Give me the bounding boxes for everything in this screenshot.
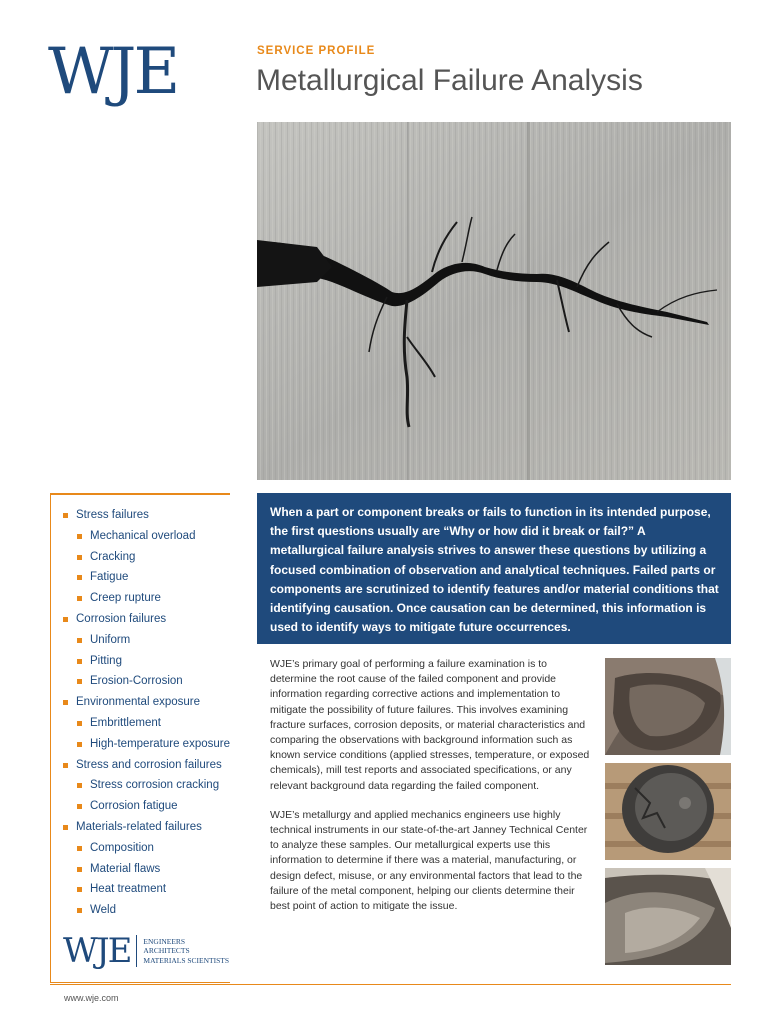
failure-subcategory: Creep rupture — [61, 588, 230, 609]
failure-subcategory: High-temperature exposure — [61, 734, 230, 755]
wje-footer-logo — [63, 931, 230, 971]
failure-subcategory: Erosion-Corrosion — [61, 671, 230, 692]
rod-fracture-closeup-photo — [605, 868, 731, 965]
failure-category: Stress failures — [61, 505, 230, 526]
failure-subcategory: Heat treatment — [61, 879, 230, 900]
failure-subcategory: Weld — [61, 900, 230, 921]
logo-divider — [136, 935, 137, 967]
body-paragraph: WJE’s metallurgy and applied mechanics engineers use highly technical instruments in our state-of-the-art Janney Technical Center to analyze these samples. Our metallurgical experts use this information to determine if there was a material, manufacturing, or design defect, misuse, or any environmental factors that lead to the failure of the metal component, helping our clients determine their best point of action to mitigate the issue. — [270, 808, 588, 913]
body-text — [270, 657, 595, 928]
failure-subcategory: Stress corrosion cracking — [61, 775, 230, 796]
failure-subcategory: Pitting — [61, 651, 230, 672]
failure-subcategory: Cracking — [61, 547, 230, 568]
failure-subcategory: Fatigue — [61, 567, 230, 588]
footer-rule — [50, 984, 731, 985]
website-link[interactable]: www.wje.com — [64, 993, 119, 1003]
failure-types-sidebar — [50, 493, 230, 983]
fracture-surface-photo — [605, 763, 731, 860]
failure-subcategory: Embrittlement — [61, 713, 230, 734]
tagline-line: ARCHITECTS — [143, 946, 190, 956]
failure-subcategory: Composition — [61, 838, 230, 859]
hero-crack-image — [257, 122, 731, 480]
tagline-line: MATERIALS SCIENTISTS — [143, 955, 230, 965]
failure-subcategory: Uniform — [61, 630, 230, 651]
logo-tagline — [143, 937, 229, 966]
fractured-bolt-photo — [605, 658, 731, 755]
intro-callout: When a part or component breaks or fails to function in its intended purpose, the first questions usually are “Why or how did it break or fail?” A metallurgical failure analysis strives to answer these questions by utilizing a focused combination of observation and analytical techniques. Failed parts or components are scrutinized to identify features and/or material conditions that identifying causation. Once causation can be determined, this information is used to identify ways to mitigate future occurrences. — [257, 493, 731, 644]
tagline-line: ENGINEERS — [143, 936, 186, 946]
failure-category: Stress and corrosion failures — [61, 755, 230, 776]
failure-subcategory: Corrosion fatigue — [61, 796, 230, 817]
failure-category: Environmental exposure — [61, 692, 230, 713]
page-title: Metallurgical Failure Analysis — [256, 64, 643, 97]
body-paragraph: WJE’s primary goal of performing a failure examination is to determine the root cause of the failed component and provide information regarding corrective actions and implementation to mitigate the possibility of future failures. This involves examining fracture surfaces, corrosion deposits, or material characteristics and comparing the observations with background information such as known service conditions (applied stresses, temperature, or exposed chemicals), mill test reports and associated specifications, or any relevant background data regarding the failed component. — [270, 658, 590, 792]
wje-logo: WJE — [48, 35, 178, 109]
service-profile-label: SERVICE PROFILE — [257, 45, 376, 57]
failure-category: Materials-related failures — [61, 817, 230, 838]
failure-category: Corrosion failures — [61, 609, 230, 630]
failure-subcategory: Mechanical overload — [61, 526, 230, 547]
failure-subcategory: Material flaws — [61, 859, 230, 880]
wje-logo-mark: WJE — [63, 931, 131, 971]
failure-types-list — [51, 495, 230, 921]
